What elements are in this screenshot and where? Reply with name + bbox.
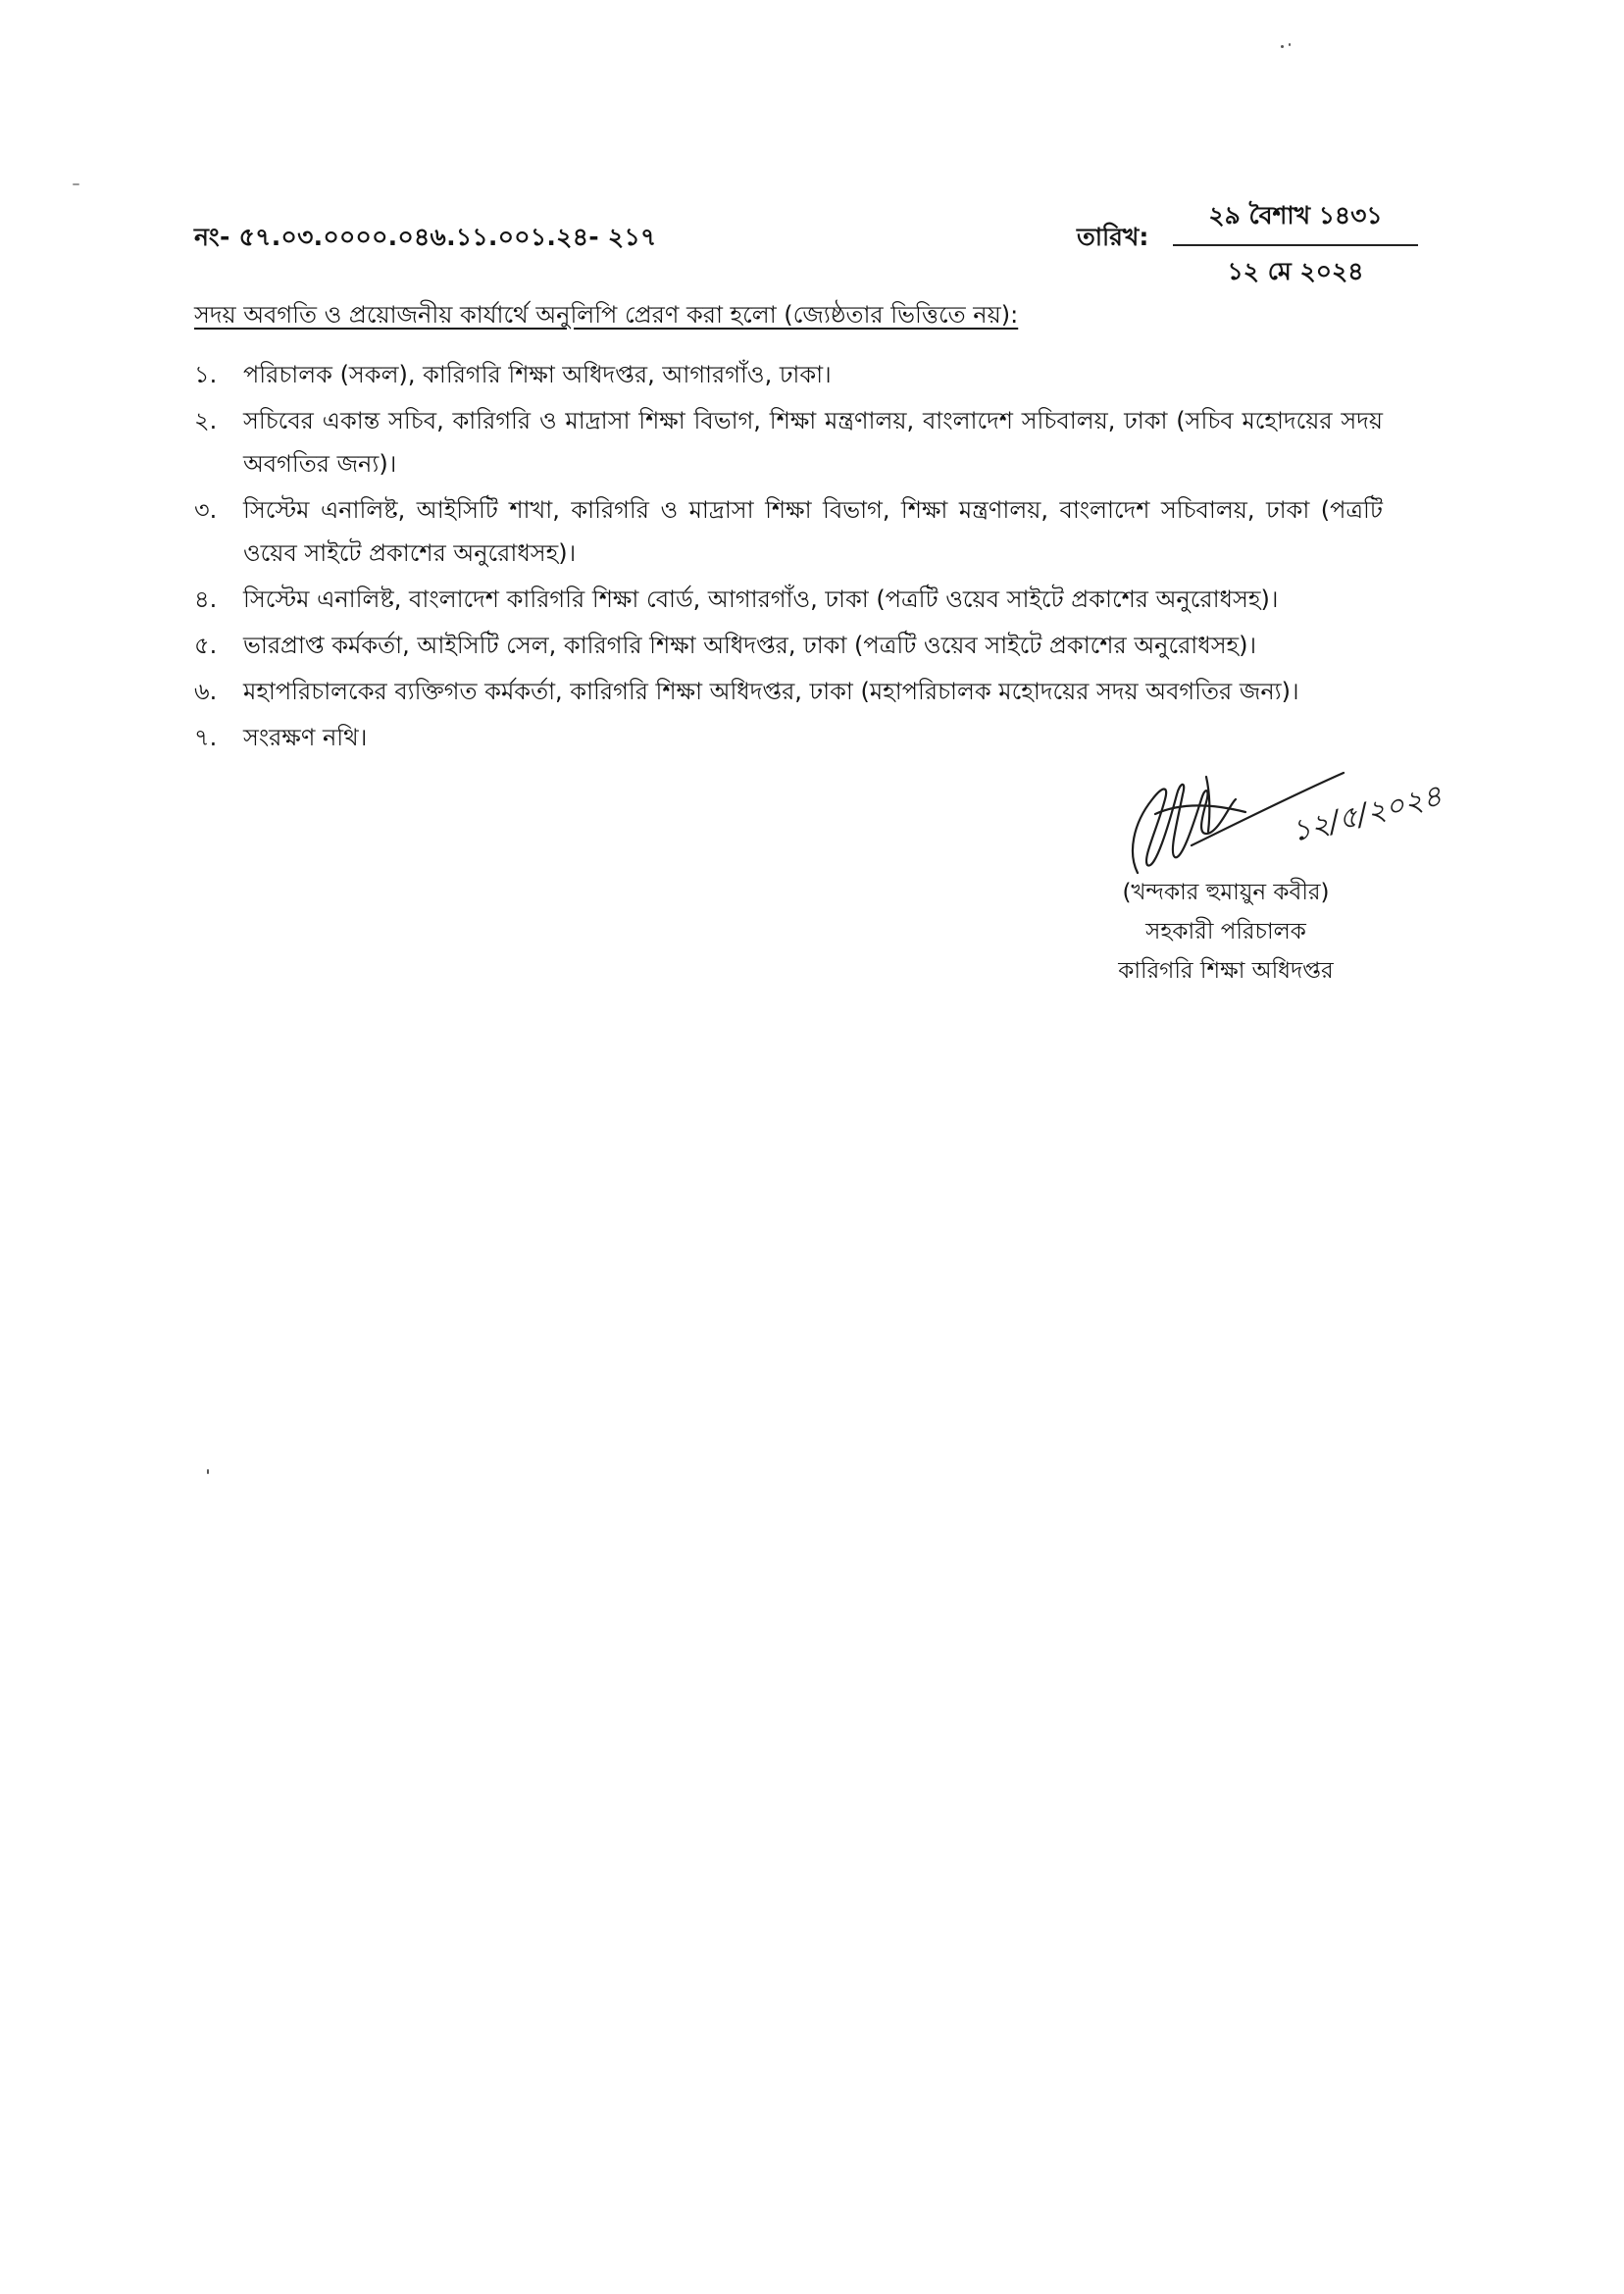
signatory-block xyxy=(1040,873,1412,991)
distribution-item xyxy=(194,488,1383,575)
item-number: ৪. xyxy=(194,586,218,613)
handwritten-signature xyxy=(1108,755,1446,883)
item-text: সিস্টেম এনালিষ্ট, আইসিটি শাখা, কারিগরি ও মাদ্রাসা শিক্ষা বিভাগ, শিক্ষা মন্ত্রণালয়, বাংলাদেশ সচিবালয়, ঢাকা (পত্রটি ওয়েব সাইটে প্রকাশের অনুরোধসহ)। xyxy=(243,496,1383,567)
item-number: ১. xyxy=(194,361,218,388)
signature-date: ১২/৫/২০২৪ xyxy=(1288,778,1446,849)
item-text: সংরক্ষণ নথি। xyxy=(243,724,368,751)
distribution-item xyxy=(194,670,1383,713)
signatory-name: (খন্দকার হুমায়ুন কবীর) xyxy=(1122,880,1330,905)
item-number: ৩. xyxy=(194,496,218,524)
scan-speck xyxy=(73,183,79,185)
distribution-item xyxy=(194,624,1383,667)
date-bengali-calendar: ২৯ বৈশাখ ১৪৩১ xyxy=(1173,196,1418,246)
scan-speck xyxy=(207,1469,209,1474)
distribution-intro: সদয় অবগতি ও প্রয়োজনীয় কার্যার্থে অনুলিপি প্রেরণ করা হলো (জ্যেষ্ঠতার ভিত্তিতে নয়): xyxy=(194,301,1019,329)
distribution-item xyxy=(194,716,1383,759)
item-text: সচিবের একান্ত সচিব, কারিগরি ও মাদ্রাসা শিক্ষা বিভাগ, শিক্ষা মন্ত্রণালয়, বাংলাদেশ সচিবালয়, ঢাকা (সচিব মহোদয়ের সদয় অবগতির জন্য)। xyxy=(243,407,1383,478)
item-text: সিস্টেম এনালিষ্ট, বাংলাদেশ কারিগরি শিক্ষা বোর্ড, আগারগাঁও, ঢাকা (পত্রটি ওয়েব সাইটে প্রকাশের অনুরোধসহ)। xyxy=(243,586,1279,613)
item-text: পরিচালক (সকল), কারিগরি শিক্ষা অধিদপ্তর, আগারগাঁও, ঢাকা। xyxy=(243,361,832,388)
distribution-item xyxy=(194,353,1383,396)
signatory-office: কারিগরি শিক্ষা অধিদপ্তর xyxy=(1118,958,1334,984)
item-text: ভারপ্রাপ্ত কর্মকর্তা, আইসিটি সেল, কারিগরি শিক্ষা অধিদপ্তর, ঢাকা (পত্রটি ওয়েব সাইটে প্রকাশের অনুরোধসহ)। xyxy=(243,632,1257,659)
memo-reference-number: নং- ৫৭.০৩.০০০০.০৪৬.১১.০০১.২৪- ২১৭ xyxy=(194,223,657,251)
item-number: ৬. xyxy=(194,678,218,705)
distribution-item xyxy=(194,399,1383,485)
signatory-designation: সহকারী পরিচালক xyxy=(1145,919,1306,944)
item-text: মহাপরিচালকের ব্যক্তিগত কর্মকর্তা, কারিগরি শিক্ষা অধিদপ্তর, ঢাকা (মহাপরিচালক মহোদয়ের সদয় অবগতির জন্য)। xyxy=(243,678,1299,705)
date-gregorian-calendar: ১২ মে ২০২৪ xyxy=(1227,257,1364,285)
distribution-list xyxy=(194,353,1383,762)
item-number: ৭. xyxy=(194,724,218,751)
item-number: ৫. xyxy=(194,632,218,659)
date-block xyxy=(1173,196,1418,294)
date-label: তারিখ: xyxy=(1077,223,1149,251)
item-number: ২. xyxy=(194,407,218,434)
distribution-item xyxy=(194,578,1383,621)
scan-speck xyxy=(1281,45,1284,48)
scan-speck xyxy=(1289,43,1291,46)
